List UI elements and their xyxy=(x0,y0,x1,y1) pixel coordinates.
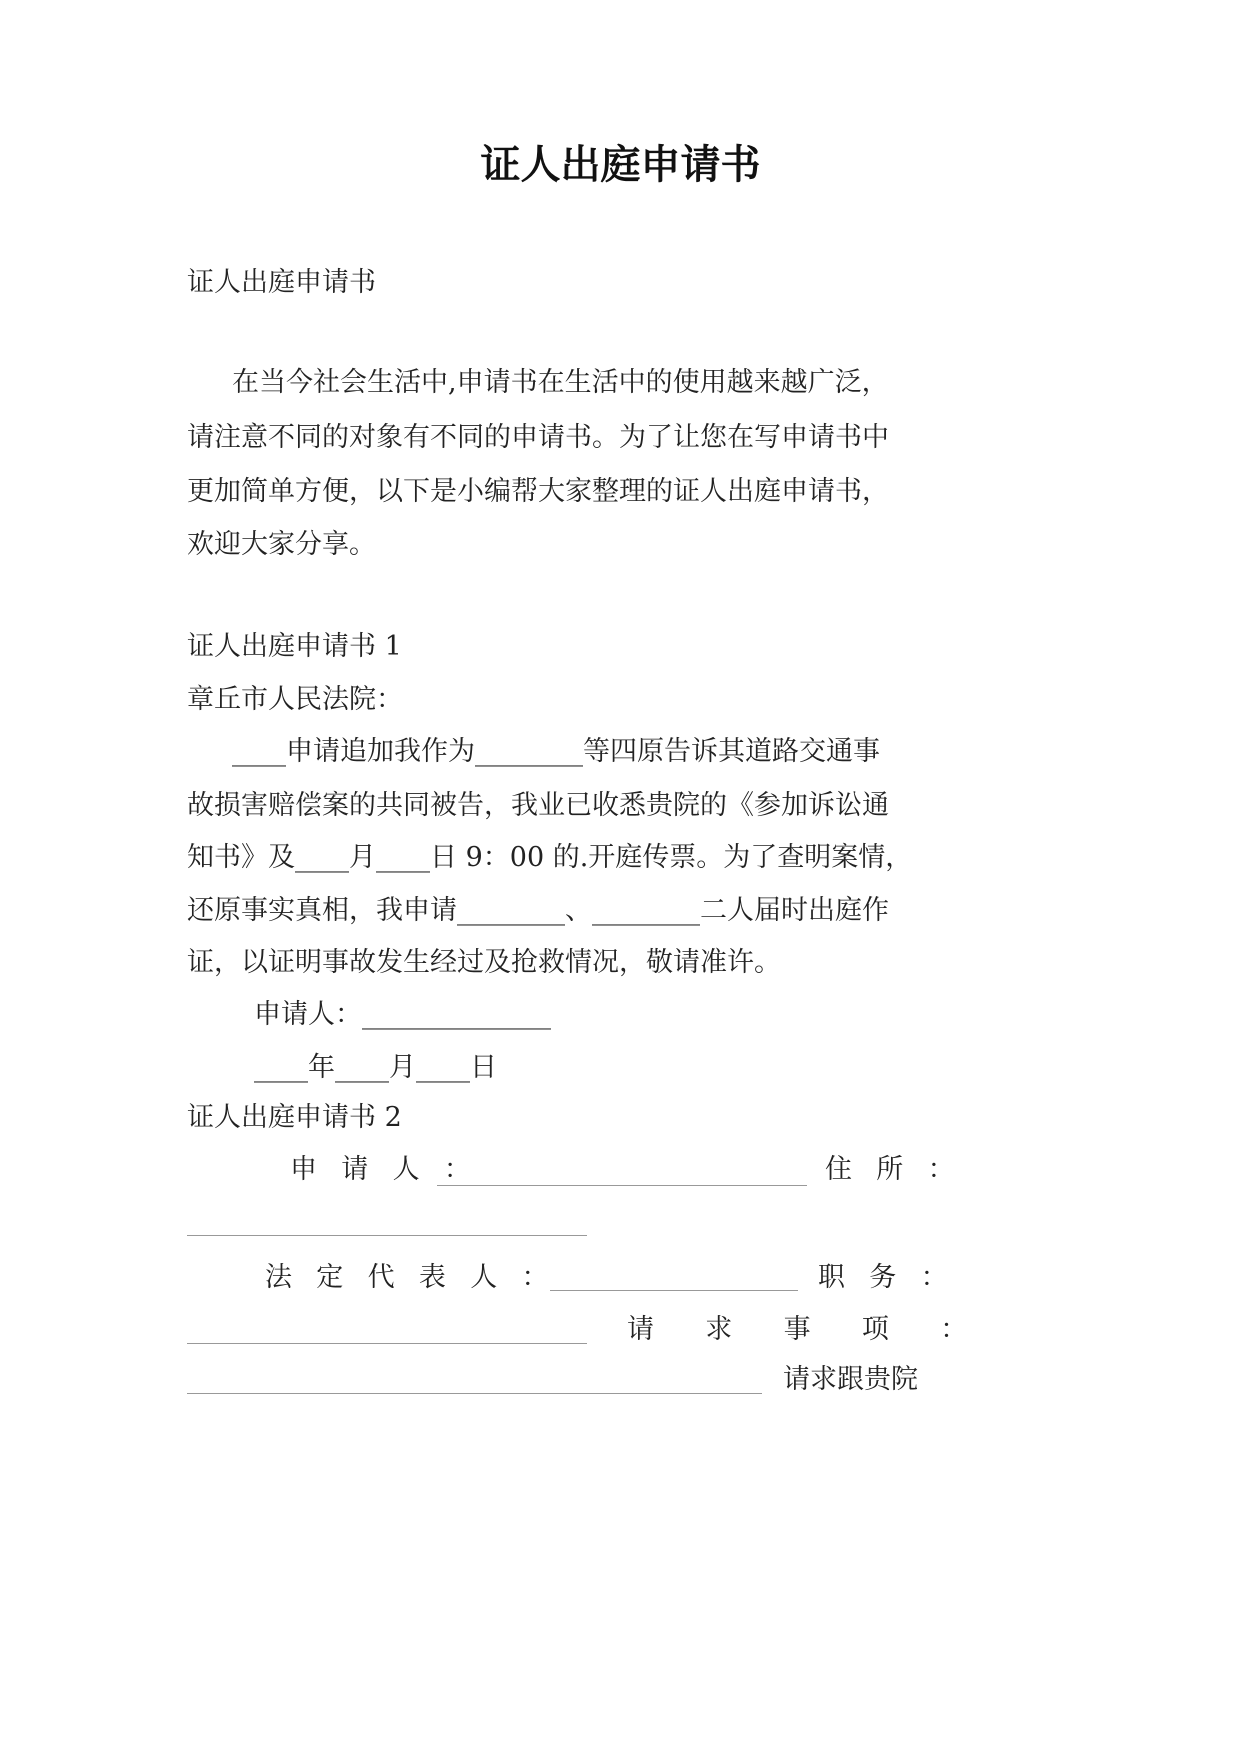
addressee: 章丘市人民法院： xyxy=(187,684,403,715)
body-line: 知书》及____月____日 9：00 的.开庭传票。为了查明案情， xyxy=(187,842,913,873)
signature-date: ____年____月____日 xyxy=(254,1052,497,1083)
closing-fragment: 请求跟贵院 xyxy=(783,1364,918,1395)
body-line: 还原事实真相，我申请________、________二人届时出庭作 xyxy=(187,895,889,926)
legal-rep-label: 法定代表人： xyxy=(265,1262,573,1293)
intro-line: 请注意不同的对象有不同的申请书。为了让您在写申请书中 xyxy=(187,422,889,453)
document-title: 证人出庭申请书 xyxy=(480,141,761,188)
address-blank xyxy=(187,1235,587,1236)
section2-heading: 证人出庭申请书 2 xyxy=(187,1102,402,1133)
legal-rep-blank xyxy=(550,1290,798,1291)
subtitle: 证人出庭申请书 xyxy=(187,267,376,298)
address-label: 住所： xyxy=(825,1154,979,1185)
applicant-label: 申请人： xyxy=(290,1154,496,1185)
request-label: 请求事项： xyxy=(627,1314,1019,1345)
request-blank xyxy=(187,1393,762,1394)
body-line: 证，以证明事故发生经过及抢救情况，敬请准许。 xyxy=(187,947,781,978)
section1-heading: 证人出庭申请书 1 xyxy=(187,631,402,662)
body-line: 故损害赔偿案的共同被告，我业已收悉贵院的《参加诉讼通 xyxy=(187,790,889,821)
intro-line: 更加简单方便，以下是小编帮大家整理的证人出庭申请书， xyxy=(187,476,889,507)
intro-line: 在当今社会生活中,申请书在生活中的使用越来越广泛， xyxy=(232,367,889,398)
intro-line: 欢迎大家分享。 xyxy=(187,529,376,560)
position-label: 职务： xyxy=(818,1262,972,1293)
applicant-signature: 申请人：______________ xyxy=(254,999,551,1030)
applicant-blank xyxy=(437,1185,807,1186)
position-blank xyxy=(187,1343,587,1344)
body-line: ____申请追加我作为________等四原告诉其道路交通事 xyxy=(232,736,880,767)
